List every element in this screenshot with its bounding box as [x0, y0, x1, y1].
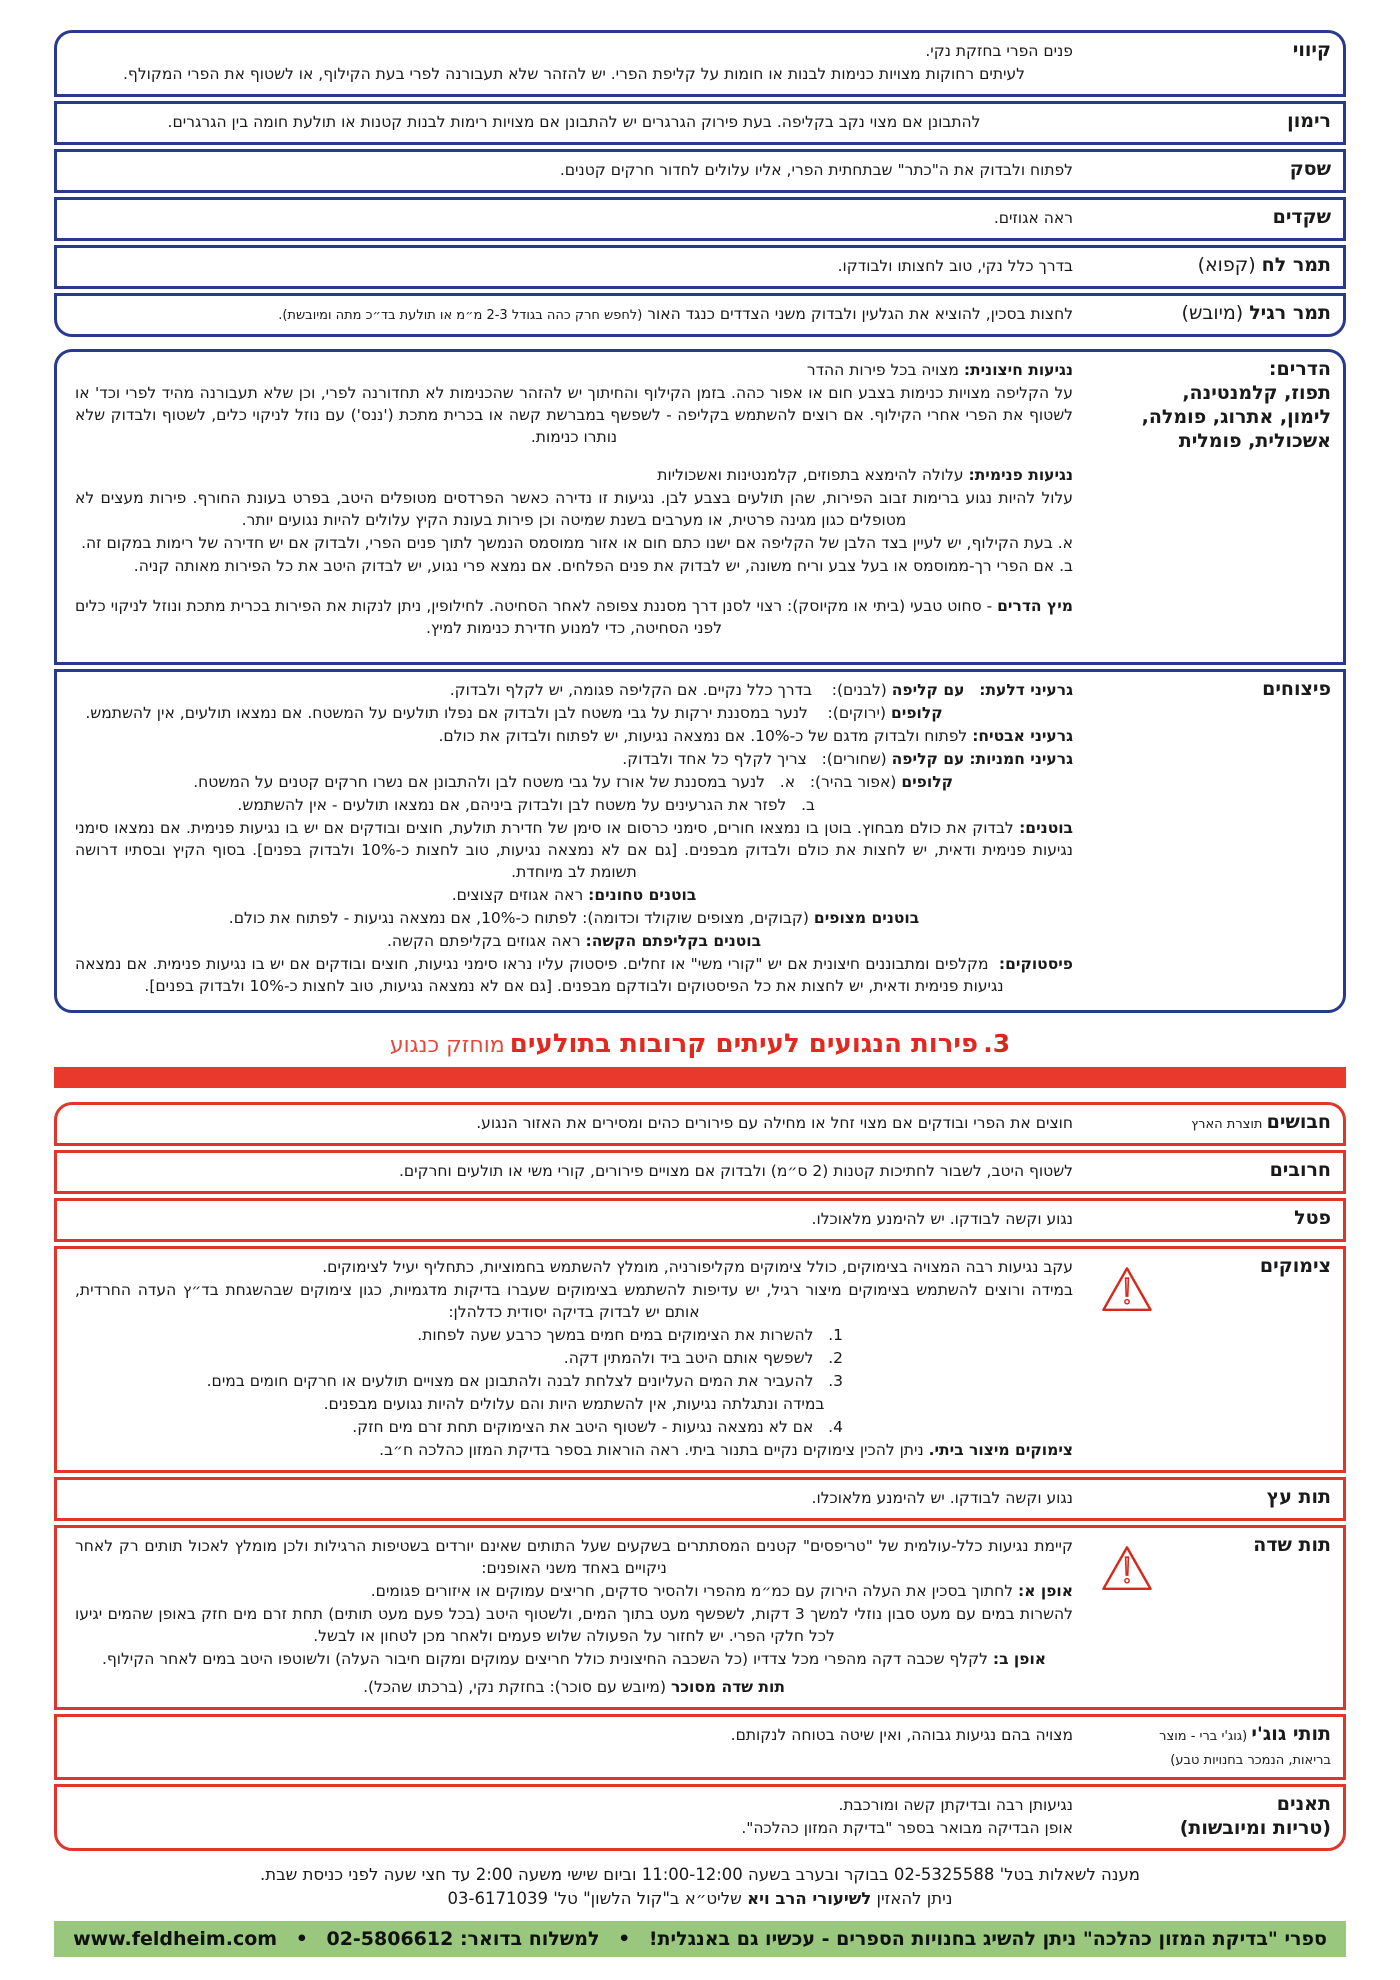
row-label-line — [1103, 1723, 1331, 1747]
text-segment: לקלף שכבה דקה מהפרי מכל צדדיו (כל השכבה החיצונית כולל חריצים עמוקים ומקום חיבור העלה) ולשוטפו היטב במים לאחר הקילוף. — [101, 1650, 993, 1669]
text-segment: א. בעת הקילוף, יש לעיין בצד הלבן של הקליפה אם ישנו כתם חום או אזור ממוסמס הנמשך לתוך פנים הפרי, ולבדוק אם יש חדירה של רימות במקום זה. — [81, 534, 1073, 553]
row-content — [57, 1717, 1099, 1777]
text-segment: (לחפש חרק כהה בגודל 2-3 מ״מ או תולעת בד״כ מתה ומיובשת). — [278, 308, 643, 323]
row-label — [1099, 1480, 1343, 1518]
row-label-line — [1103, 206, 1331, 230]
row-paragraph — [75, 907, 1073, 929]
text-segment: ניתן להכין צימוקים נקיים בתנור ביתי. ראה הוראות בספר בדיקת המזון כהלכה ח״ב. — [379, 1441, 929, 1460]
text-segment: לעיתים רחוקות מצויות כנימות לבנות או חומות על קליפת הפרי. יש להזהר שלא תעבורנה לפרי בעת הקילוף, או לשטוף את הפרי המקולף. — [123, 65, 1025, 83]
text-segment: נגיעות חיצונית: — [963, 361, 1073, 380]
warning-triangle-icon — [1101, 1544, 1153, 1597]
table-row — [54, 149, 1346, 193]
row-paragraph — [75, 725, 1073, 747]
text-segment: תפוז, קלמנטינה, — [1182, 382, 1331, 405]
text-segment: לימון, אתרוג, פומלה, — [1141, 405, 1331, 428]
row-paragraph — [75, 1347, 1073, 1369]
text-segment: בוטנים בקליפתם הקשה: — [585, 932, 762, 951]
table-row — [54, 30, 1346, 97]
text-segment: 1. להשרות את הצימוקים במים חמים במשך כרבע שעה לפחות. — [417, 1326, 843, 1345]
table-row — [54, 101, 1346, 145]
row-paragraph — [75, 1535, 1073, 1579]
text-segment: הדרים: — [1268, 358, 1331, 381]
row-label — [1099, 352, 1343, 662]
text-segment: שקדים — [1272, 206, 1331, 228]
infested-fruits-table — [54, 1102, 1346, 1851]
row-label — [1099, 672, 1343, 1010]
text-segment: בוטנים: — [1019, 819, 1073, 838]
text-segment: תוצרת הארץ — [1191, 1117, 1267, 1133]
text-segment: מצויה בהם נגיעות גבוהה, ואין שיטה בטוחה לנקותם. — [730, 1726, 1073, 1745]
table-row — [54, 1150, 1346, 1194]
row-content — [57, 1105, 1099, 1143]
row-paragraph — [75, 382, 1073, 448]
row-content — [57, 1528, 1099, 1707]
row-label-line — [1103, 406, 1331, 430]
row-paragraph — [75, 1279, 1073, 1323]
row-label-line — [1103, 1486, 1331, 1510]
row-label — [1099, 152, 1343, 190]
text-segment: תמר לח — [1261, 254, 1331, 276]
row-label-line — [1103, 302, 1331, 326]
text-segment: מצויה בכל פירות ההדר — [806, 361, 964, 380]
row-paragraph — [75, 1416, 1073, 1438]
row-paragraph — [75, 679, 1073, 701]
text-segment: קיימת נגיעות כלל-עולמית של "טריפסים" קטנים המסתתרים בשקעים שעל התותים שאינם יורדים בשטיפות הרגילות ולכן מומלץ לאכול תותים רק לאחר ניקויים באחד משני האופנים: — [75, 1537, 1073, 1578]
table-row — [54, 1714, 1346, 1780]
row-label — [1099, 1787, 1343, 1848]
footer — [54, 1863, 1346, 1911]
text-segment: חרובים — [1269, 1159, 1331, 1182]
text-segment: ראה אגוזים בקליפתם הקשה. — [386, 932, 586, 951]
text-segment: ב. לפזר את הגרעינים על משטח לבן ולבדוק ביניהם, אם נמצאו תולעים - אין להשתמש. — [237, 796, 815, 815]
row-paragraph — [75, 1817, 1073, 1839]
row-paragraph — [75, 1324, 1073, 1346]
row-content — [57, 1153, 1099, 1191]
text-segment: עלולה להימצא בתפוזים, קלמנטינות ואשכוליות — [657, 466, 969, 485]
text-segment: להשרות במים עם מעט סבון נוזלי למשך 3 דקות, לשפשף מעט בתוך המים, ולשטוף היטב (בכל פעם מעט תותים) תחת זרם מים חזק באופן שהמים יגיעו לכל חלקי הפרי. יש לחזור על הפעולה שלוש פעמים ולאחר מכן לטחון או לבשל. — [75, 1605, 1073, 1646]
text-segment: ראה אגוזים. — [993, 209, 1073, 227]
row-label — [1099, 200, 1343, 238]
green-banner-books-text: ספרי "בדיקת המזון כהלכה" ניתן להשיג בחנויות הספרים - עכשיו גם באנגלית! — [648, 1927, 1327, 1950]
row-content — [57, 352, 1099, 662]
table-row — [54, 349, 1346, 665]
text-segment: לבדוק את כולם מבחוץ. בוטן בו נמצאו חורים, סימני כרסום או סימן של חדירת תולעת, חוצים ובודקים אם יש בו נגיעות פנימית. אם נמצאו סימני נגיעות פנימית ודאית, יש לחצות את כולם ולבדוק מבפנים. [גם אם לא נמצאה נגיעות, טוב לחצות כ-10% ולבדוק בפנים]. בסוף הקיץ ובסתיו דרושה תשומת לב מיוחדת. — [75, 819, 1073, 882]
row-paragraph — [75, 771, 1073, 793]
text-segment: תאנים — [1276, 1792, 1331, 1815]
row-paragraph — [75, 159, 1073, 181]
table-row — [54, 1246, 1346, 1473]
text-segment: על הקליפה מצויות כנימות בצבע חום או אפור כהה. בזמן הקילוף והחיתוך יש להזהר שהכנימות לא תחדורנה לפרי, וכן שלא תעבורנה מהיד לפרי וכד' או לשטוף את הפרי אחרי הקילוף. אם רוצים להשתמש בקליפה - לשפשף במברשת קשה או בכרית מתכת ('ננס') עם נוזל לניקוי כלים, לשטוף ולבדוק שלא נותרו כנימות. — [75, 384, 1073, 447]
text-segment: נגוע וקשה לבודקו. יש להימנע מלאוכלו. — [811, 1489, 1073, 1508]
green-banner — [54, 1921, 1346, 1957]
text-segment: לפתוח ולבדוק את ה"כתר" שבתחתית הפרי, אליו עלולים לחדור חרקים קטנים. — [559, 161, 1073, 179]
text-segment: עם קליפה — [891, 750, 965, 769]
text-segment: אופן ב: — [992, 1650, 1047, 1669]
row-paragraph — [75, 1603, 1073, 1647]
text-segment: שסק — [1289, 158, 1331, 180]
row-paragraph — [75, 464, 1073, 486]
row-content — [57, 200, 1099, 238]
text-segment: לחצות בסכין, להוציא את הגלעין ולבדוק משני הצדדים כנגד האור — [642, 305, 1073, 323]
text-segment: נגוע וקשה לבודקו. יש להימנע מלאוכלו. — [811, 1210, 1073, 1229]
table-row — [54, 669, 1346, 1013]
row-paragraph — [75, 1676, 1073, 1698]
row-paragraph — [75, 555, 1073, 577]
text-segment: (לבנים): בדרך כלל נקיים. אם הקליפה פגומה, יש לקלף ולבדוק. — [449, 681, 892, 700]
text-segment: נגיעותן רבה ובדיקתן קשה ומורכבת. — [838, 1795, 1073, 1814]
text-segment: (מיובש עם סוכר): בחזקת נקי, (ברכתו שהכל). — [363, 1678, 671, 1697]
row-label-line — [1103, 254, 1331, 278]
text-segment: גרעיני חמניות: — [969, 750, 1073, 769]
row-label — [1099, 1153, 1343, 1191]
green-banner-mail-order: למשלוח בדואר: 02-5806612 — [326, 1927, 600, 1950]
text-segment: פטל — [1294, 1207, 1331, 1230]
text-segment: תותי גוג'י — [1251, 1723, 1331, 1746]
text-segment: אופן הבדיקה מבואר בספר "בדיקת המזון כהלכה". — [741, 1818, 1073, 1837]
text-segment: עקב נגיעות רבה המצויה בצימוקים, כולל צימוקים מקליפורניה, מומלץ להשתמש בחמוציות, כתחליף יעיל לצימוקים. — [322, 1258, 1073, 1277]
row-label-line — [1103, 382, 1331, 406]
row-paragraph — [75, 1208, 1073, 1230]
text-segment: קיווי — [1292, 39, 1331, 61]
row-label — [1099, 1105, 1343, 1143]
row-paragraph — [75, 532, 1073, 554]
section3-title: פירות הנגועים לעיתים קרובות בתולעים — [509, 1029, 979, 1060]
row-paragraph — [75, 1256, 1073, 1278]
table-row — [54, 293, 1346, 337]
text-segment: ב. אם הפרי רך-ממוסמס או בעל צבע וריח משונה, יש לבדוק את פנים הפלחים. אם נמצא פרי נגוע, יש לבדוק היטב את כל הפירות מאותה קניה. — [133, 557, 1073, 576]
row-label-line — [1103, 110, 1331, 134]
row-content — [57, 104, 1099, 142]
row-content — [57, 248, 1099, 286]
table-row — [54, 245, 1346, 289]
text-segment: (ירוקים): לנער במסננת ירקות על גבי משטח לבן ולבדוק אם נפלו תולעים על המשטח. אם נמצאו תולעים, אין להשתמש. — [85, 704, 891, 723]
text-segment: בריאות, הנמכר בחנויות טבע) — [1170, 1753, 1331, 1769]
text-segment: צימוקים — [1259, 1255, 1331, 1278]
warning-triangle-icon — [1101, 1265, 1153, 1318]
text-segment: להתבונן אם מצוי נקב בקליפה. בעת פירוק הגרגרים יש להתבונן אם מצויות רימות לבנות קטנות או תולעת חומה בין הגרגרים. — [167, 113, 981, 131]
text-segment: במידה ורוצים להשתמש בצימוקים מיצור רגיל, יש עדיפות להשתמש בצימוקים שעברו בדיקות מדגמיות, כגון צימוקים שבהשגחת בד״ץ העדה החרדית, אותם יש לבדוק בדיקה יסודית כדלהלן: — [75, 1281, 1073, 1322]
row-paragraph — [75, 63, 1073, 85]
row-paragraph — [75, 748, 1073, 770]
row-paragraph — [75, 1794, 1073, 1816]
text-segment: קלופים — [901, 773, 953, 792]
row-label-line — [1103, 358, 1331, 382]
text-segment: תות עץ — [1266, 1486, 1331, 1509]
text-segment: ראה אגוזים קצוצים. — [451, 886, 589, 905]
text-segment: מקלפים ומתבוננים חיצונית אם יש "קורי משי" או זחלים. פיסטוק עליו נראו סימני נגיעות, חוצים ובודקים אם יש בו נגיעות פנימית. אם נמצאה נגיעות פנימית ודאית, יש לחצות את כל הפיסטוקים ולבודקם מבפנים. [גם אם לא נמצאה נגיעות, טוב לחצות כ-10% ולבדוק בפנים]. — [75, 955, 1004, 996]
row-paragraph — [75, 255, 1073, 277]
text-segment: מיץ הדרים — [997, 597, 1074, 616]
row-paragraph — [75, 1439, 1073, 1461]
text-segment: נגיעות פנימית: — [968, 466, 1073, 485]
row-label — [1099, 1528, 1343, 1707]
text-segment: אופן א: — [1018, 1582, 1073, 1601]
text-segment: גרעיני דלעת: — [979, 681, 1073, 700]
text-segment: בוטנים טחונים: — [588, 886, 697, 905]
row-label-line — [1103, 39, 1331, 63]
row-label — [1099, 248, 1343, 286]
row-label-line — [1103, 158, 1331, 182]
row-paragraph — [75, 817, 1073, 883]
text-segment: חוצים את הפרי ובודקים אם מצוי זחל או מחילה עם פירורים כהים ומסירים את האזור הנגוע. — [476, 1114, 1073, 1133]
row-label-line — [1103, 1817, 1331, 1841]
green-banner-website: www.feldheim.com — [73, 1927, 278, 1950]
text-segment: (קפוא) — [1197, 254, 1262, 276]
row-paragraph — [75, 40, 1073, 62]
row-label-line — [1103, 678, 1331, 702]
row-content — [57, 1787, 1099, 1848]
text-segment: פיסטוקים: — [998, 955, 1073, 974]
text-segment: - סחוט טבעי (ביתי או מקיוסק): רצוי לסנן דרך מסננת צפופה לאחר הסחיטה. לחילופין, ניתן לנקות את הפירות בכרית מתכת ונוזל לניקוי כלים לפני הסחיטה, כדי למנוע חדירת כנימות למיץ. — [75, 597, 998, 638]
row-paragraph — [75, 1112, 1073, 1134]
red-divider-bar — [54, 1067, 1346, 1088]
text-segment: עלול להיות נגוע ברימות זבוב הפירות, שהן תולעים בצבע לבן. נגיעות זו נדירה כאשר הפרדסים מטופלים היטב, בפרט בעונת החורף. פירות מעצים לא מטופלים כגון מגינה פרטית, או מערבים בשנת שמיטה וכן פירות בעונת הקיץ עלולים להיות נגועים יותר. — [75, 489, 1073, 530]
row-paragraph — [75, 1370, 1073, 1392]
text-segment: צימוקים מיצור ביתי. — [928, 1441, 1073, 1460]
text-segment: (טריות ומיובשות) — [1179, 1816, 1331, 1839]
footer-line-1: מענה לשאלות בטל' 02-5325588 בבוקר ובערב בשעה 11:00-12:00 וביום שישי משעה 2:00 עד חצי שעה לפני כניסת שבת. — [260, 1864, 1140, 1884]
text-segment: לשטוף היטב, לשבור לחתיכות קטנות (2 ס״מ) ולבדוק אם מצויים פירורים, קורי משי או תולעים וחרקים. — [398, 1162, 1073, 1181]
row-label — [1099, 296, 1343, 334]
row-paragraph — [75, 1160, 1073, 1182]
table-row — [54, 1102, 1346, 1146]
row-label — [1099, 1717, 1343, 1777]
row-label-line — [1103, 1111, 1331, 1135]
text-segment: 3. להעביר את המים העליונים לצלחת לבנה ולהתבונן אם מצויים תולעים או חרקים חומים במים. — [206, 1372, 843, 1391]
row-paragraph — [75, 359, 1073, 381]
section3-subtitle: מוחזק כנגוע — [389, 1033, 505, 1059]
text-segment: תות שדה — [1253, 1534, 1331, 1557]
row-content — [57, 1201, 1099, 1239]
table-row — [54, 197, 1346, 241]
citrus-nuts-table — [54, 349, 1346, 1013]
row-label-line — [1103, 430, 1331, 454]
text-segment: תמר רגיל — [1249, 302, 1331, 324]
text-segment: עם קליפה — [891, 681, 965, 700]
row-content — [57, 152, 1099, 190]
text-segment: לחתוך בסכין את העלה הירוק עם כמ״מ מהפרי ולהסיר סדקים, חריצים עמוקים או איזורים פגומים. — [370, 1582, 1018, 1601]
footer-line-2-bold: לשיעורי הרב ויא — [747, 1888, 872, 1908]
text-segment: במידה ונתגלתה נגיעות, אין להשתמש היות והם עלולים להיות נגועים מבפנים. — [323, 1395, 825, 1414]
row-label — [1099, 104, 1343, 142]
row-content — [57, 1480, 1099, 1518]
text-segment: 2. לשפשף אותם היטב ביד ולהמתין דקה. — [563, 1349, 843, 1368]
bullet-separator: • — [295, 1927, 308, 1950]
row-paragraph — [75, 794, 1073, 816]
fruits-table-top — [54, 30, 1346, 337]
text-segment: רימון — [1287, 110, 1331, 132]
table-row — [54, 1477, 1346, 1521]
row-paragraph — [75, 595, 1073, 639]
row-label-line — [1103, 1747, 1331, 1771]
footer-line-2 — [54, 1887, 1346, 1911]
row-label-line — [1103, 1159, 1331, 1183]
section3-header — [54, 1029, 1346, 1059]
row-paragraph — [75, 930, 1073, 952]
text-segment: 4. אם לא נמצאה נגיעות - לשטוף היטב את הצימוקים תחת זרם מים חזק. — [352, 1418, 843, 1437]
text-segment: בדרך כלל נקי, טוב לחצותו ולבודקו. — [837, 257, 1073, 275]
row-paragraph — [75, 1724, 1073, 1746]
bullet-separator: • — [618, 1927, 631, 1950]
table-row — [54, 1525, 1346, 1710]
row-paragraph — [75, 1648, 1073, 1670]
row-label — [1099, 1249, 1343, 1470]
text-segment: (מיובש) — [1181, 302, 1250, 324]
text-segment: חבושים — [1266, 1111, 1331, 1134]
row-content — [57, 33, 1099, 94]
row-paragraph — [75, 1580, 1073, 1602]
row-content — [57, 672, 1099, 1010]
footer-line-2-pre: ניתן להאזין — [871, 1888, 953, 1908]
text-segment: בוטנים מצופים — [813, 909, 920, 928]
text-segment: אשכולית, פומלית — [1178, 429, 1331, 452]
text-segment: פנים הפרי בחזקת נקי. — [925, 42, 1073, 60]
row-paragraph — [75, 303, 1073, 325]
text-segment: פיצוחים — [1262, 678, 1331, 701]
section3-number: 3. — [983, 1029, 1011, 1059]
text-segment: קלופים — [891, 704, 943, 723]
row-paragraph — [75, 953, 1073, 997]
row-paragraph — [75, 1393, 1073, 1415]
table-row — [54, 1784, 1346, 1851]
row-content — [57, 1249, 1099, 1470]
row-paragraph — [75, 702, 1073, 724]
row-label — [1099, 1201, 1343, 1239]
text-segment — [964, 681, 979, 699]
text-segment: גרעיני אבטיח: — [972, 727, 1073, 746]
text-segment: (קבוקים, מצופים שוקולד וכדומה): לפתוח כ-10%, אם נמצאה נגיעות - לפתוח את כולם. — [228, 909, 814, 928]
row-paragraph — [75, 884, 1073, 906]
row-label-line — [1103, 1793, 1331, 1817]
text-segment: (אפור בהיר): א. לנער במסננת של אורז על גבי משטח לבן ולהתבונן אם נשרו חרקים קטנים על המשטח. — [193, 773, 902, 792]
row-content — [57, 296, 1099, 334]
text-segment: תות שדה מסוכר — [670, 1678, 785, 1697]
text-segment: (שחורים): צריך לקלף כל אחד ולבדוק. — [622, 750, 892, 769]
row-paragraph — [75, 111, 1073, 133]
row-label-line — [1103, 1207, 1331, 1231]
row-paragraph — [75, 487, 1073, 531]
row-label — [1099, 33, 1343, 94]
row-paragraph — [75, 207, 1073, 229]
footer-line-2-post: שליט״א ב"קול הלשון" טל' 03-6171039 — [447, 1888, 748, 1908]
table-row — [54, 1198, 1346, 1242]
text-segment: (גוג'י ברי - מוצר — [1159, 1729, 1252, 1745]
text-segment: לפתוח ולבדוק מדגם של כ-10%. אם נמצאה נגיעות, יש לפתוח ולבדוק את כולם. — [438, 727, 973, 746]
row-paragraph — [75, 1487, 1073, 1509]
